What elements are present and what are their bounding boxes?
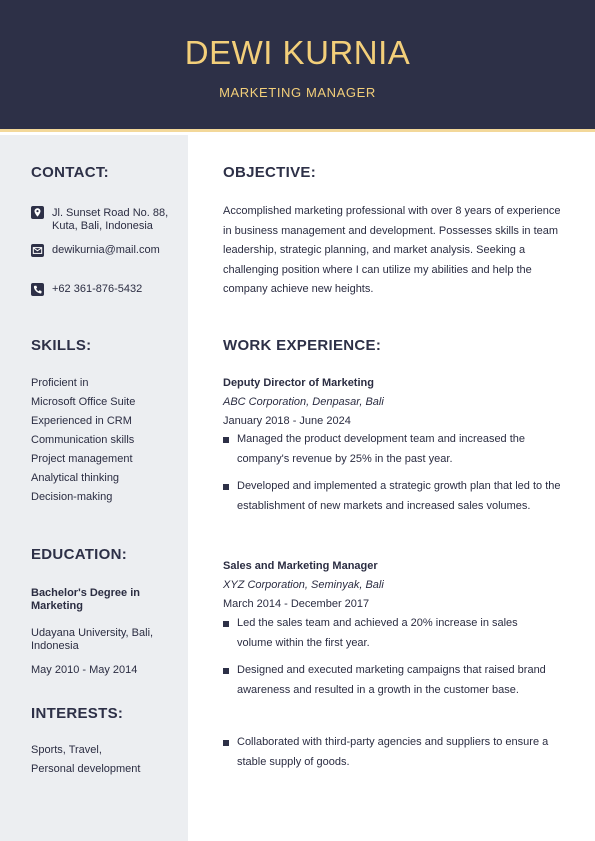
job-title-1: Deputy Director of Marketing [223, 377, 374, 389]
contact-email[interactable]: dewikurnia@mail.com [52, 244, 160, 256]
bullet-square-icon [223, 437, 229, 443]
job-company-1: ABC Corporation, Denpasar, Bali [223, 396, 384, 408]
education-school-line2: Indonesia [31, 640, 79, 652]
contact-address-line1: Jl. Sunset Road No. 88, [52, 207, 169, 219]
job-company-2: XYZ Corporation, Seminyak, Bali [223, 579, 384, 591]
bullet-square-icon [223, 668, 229, 674]
job-bullet-line: volume within the first year. [237, 636, 370, 649]
education-dates: May 2010 - May 2014 [31, 664, 138, 676]
interests-line2: Personal development [31, 763, 141, 775]
job-bullet-line: establishment of new markets and increased sales volumes. [237, 499, 531, 512]
skill-item: Proficient in [31, 377, 89, 389]
header-divider [0, 129, 595, 132]
objective-heading: OBJECTIVE: [223, 164, 317, 181]
education-school-line1: Udayana University, Bali, [31, 627, 154, 639]
interests-heading: INTERESTS: [31, 705, 124, 722]
objective-line: Accomplished marketing professional with over 8 years of experience [223, 205, 561, 217]
bullet-square-icon [223, 740, 229, 746]
education-degree-line2: Marketing [31, 600, 83, 612]
job-bullet-line: company's revenue by 25% in the past year. [237, 452, 453, 465]
job-bullet-line: Collaborated with third-party agencies and suppliers to ensure a [237, 736, 549, 748]
sidebar [0, 135, 188, 841]
contact-heading: CONTACT: [31, 164, 109, 181]
skill-item: Analytical thinking [31, 472, 120, 484]
education-heading: EDUCATION: [31, 546, 128, 563]
skill-item: Experienced in CRM [31, 415, 132, 427]
bullet-square-icon [223, 484, 229, 490]
job-bullet-line: Managed the product development team and increased the [237, 433, 526, 445]
interests-line1: Sports, Travel, [31, 744, 102, 756]
job-bullet-line: stable supply of goods. [237, 755, 350, 768]
job-bullet-line: Designed and executed marketing campaigns that raised brand [237, 664, 546, 676]
job-title: MARKETING MANAGER [219, 85, 376, 100]
location-pin-icon [31, 206, 44, 219]
phone-icon [31, 283, 44, 296]
job-bullet-line: Developed and implemented a strategic growth plan that led to the [237, 480, 561, 492]
contact-phone[interactable]: +62 361-876-5432 [52, 283, 143, 295]
contact-address-line2: Kuta, Bali, Indonesia [52, 220, 153, 232]
education-degree-line1: Bachelor's Degree in [31, 587, 140, 599]
job-bullet-line: awareness and resulted in a growth in the customer base. [237, 683, 519, 696]
job-bullet-line: Led the sales team and achieved a 20% increase in sales [237, 617, 518, 629]
objective-line: challenging position where I can utilize my abilities and help the [223, 263, 532, 276]
job-dates-2: March 2014 - December 2017 [223, 598, 370, 610]
objective-line: leadership, strategic planning, and market analysis. Seeking a [223, 244, 526, 256]
job-title-2: Sales and Marketing Manager [223, 560, 378, 572]
envelope-icon [31, 244, 44, 257]
work-experience-heading: WORK EXPERIENCE: [223, 337, 382, 354]
job-dates-1: January 2018 - June 2024 [223, 415, 351, 427]
objective-line: company achieve new heights. [223, 283, 374, 295]
objective-line: in business management and development. Possesses skills in team [223, 224, 559, 237]
skill-item: Microsoft Office Suite [31, 396, 136, 408]
skill-item: Decision-making [31, 491, 113, 503]
skills-heading: SKILLS: [31, 337, 92, 354]
candidate-name: DEWI KURNIA [184, 34, 411, 71]
skill-item: Communication skills [31, 434, 135, 446]
bullet-square-icon [223, 621, 229, 627]
skill-item: Project management [31, 453, 133, 465]
